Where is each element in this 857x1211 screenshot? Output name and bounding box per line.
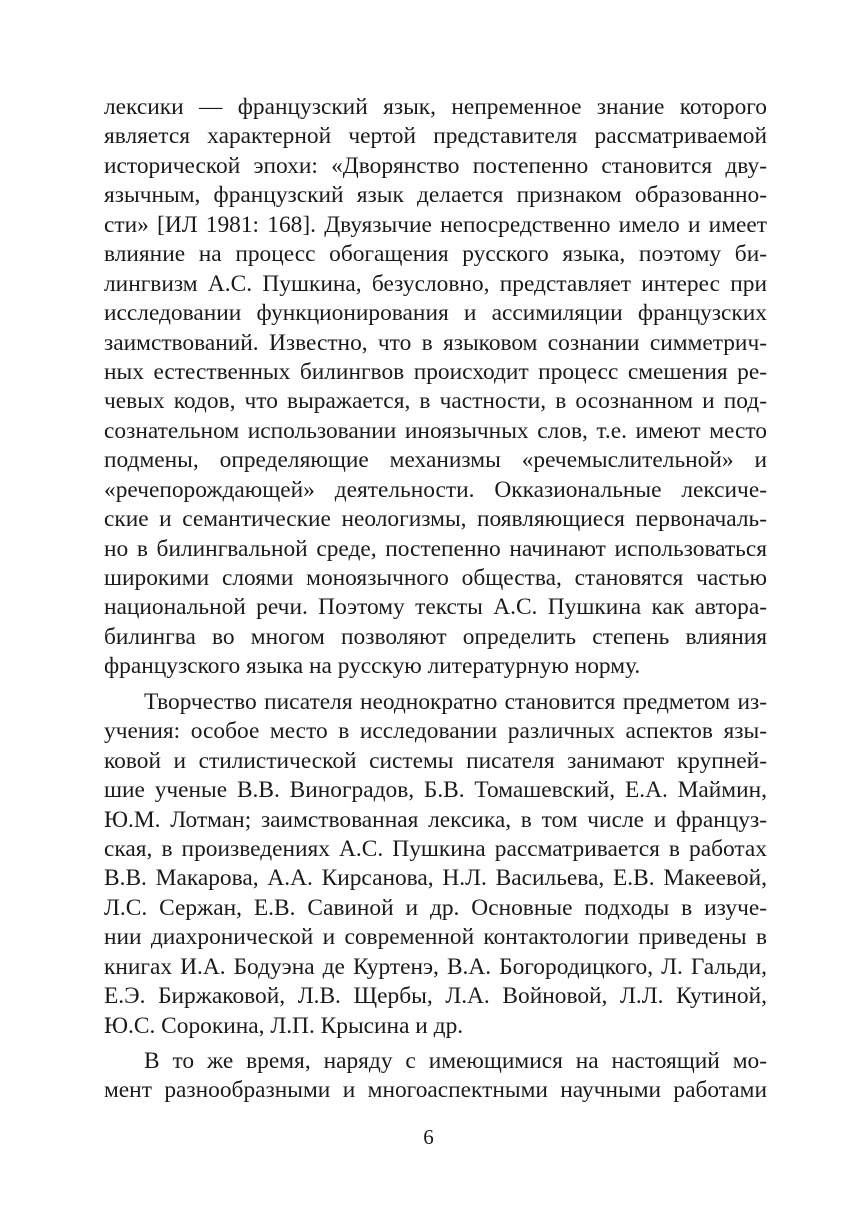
text-line: но в билингвальной среде, постепенно начинают использоваться	[104, 535, 767, 562]
text-line: влияние на процесс обогащения русского языка, поэтому би-	[104, 241, 767, 268]
text-line: книгах И.А. Бодуэна де Куртенэ, В.А. Богородицкого, Л. Гальди,	[104, 953, 767, 980]
text-line: лингвизм А.С. Пушкина, безусловно, представляет интерес при	[104, 270, 767, 297]
text-line: подмены, определяющие механизмы «речемыслительной» и	[104, 447, 767, 474]
text-line: широкими слоями моноязычного общества, становятся частью	[104, 565, 767, 591]
text-line: лексики — французский язык, непременное знание которого	[104, 94, 767, 120]
text-line: Е.Э. Биржаковой, Л.В. Щербы, Л.А. Войновой, Л.Л. Кутиной,	[104, 983, 767, 1010]
text-line: ские и семантические неологизмы, появляющиеся первоначаль-	[104, 506, 767, 533]
text-line: учения: особое место в исследовании различных аспектов язы-	[104, 718, 767, 745]
text-line: мент разнообразными и многоаспектными научными работами	[104, 1077, 767, 1104]
body-text	[104, 93, 767, 1106]
text-line: билингва во многом позволяют определить степень влияния	[104, 623, 767, 650]
text-line: национальной речи. Поэтому тексты А.С. Пушкина как автора-	[104, 594, 767, 621]
text-line: сознательном использовании иноязычных слов, т.е. имеют место	[104, 417, 767, 444]
text-line: исторической эпохи: «Дворянство постепенно становится дву-	[104, 152, 767, 179]
text-line: В то же время, наряду с имеющимися на настоящий мо-	[144, 1048, 767, 1074]
text-line: Л.С. Сержан, Е.В. Савиной и др. Основные подходы в изуче-	[104, 894, 767, 921]
page-number: 6	[423, 1125, 434, 1149]
text-line: исследовании функционирования и ассимиляции французских	[104, 300, 767, 327]
text-line: французского языка на русскую литературную норму.	[104, 653, 641, 680]
text-line: ковой и стилистической системы писателя занимают крупней-	[104, 747, 767, 774]
text-line: шие ученые В.В. Виноградов, Б.В. Томашевский, Е.А. Маймин,	[104, 777, 767, 804]
paragraph-2	[104, 688, 767, 1041]
text-line: сти» [ИЛ 1981: 168]. Двуязычие непосредственно имело и имеет	[104, 211, 767, 238]
text-line: заимствований. Известно, что в языковом сознании симметрич-	[104, 329, 767, 356]
text-line: «речепорождающей» деятельности. Окказиональные лексиче-	[104, 476, 767, 503]
text-line: нии диахронической и современной контактологии приведены в	[104, 924, 767, 951]
text-line: Творчество писателя неоднократно становится предметом из-	[144, 688, 767, 715]
text-line: В.В. Макарова, А.А. Кирсанова, Н.Л. Васильева, Е.В. Макеевой,	[104, 865, 767, 892]
text-line: является характерной чертой представителя рассматриваемой	[104, 123, 767, 150]
text-line: ных естественных билингвов происходит процесс смешения ре-	[104, 358, 767, 385]
text-line: язычным, французский язык делается признаком образованно-	[104, 182, 767, 209]
text-line: чевых кодов, что выражается, в частности, в осознанном и под-	[104, 388, 767, 415]
paragraph-3	[104, 1047, 767, 1106]
paragraph-1	[104, 93, 767, 682]
text-line: Ю.М. Лотман; заимствованная лексика, в том числе и француз-	[104, 806, 767, 833]
text-line: Ю.С. Сорокина, Л.П. Крысина и др.	[104, 1012, 464, 1039]
text-line: ская, в произведениях А.С. Пушкина рассматривается в работах	[104, 835, 767, 862]
